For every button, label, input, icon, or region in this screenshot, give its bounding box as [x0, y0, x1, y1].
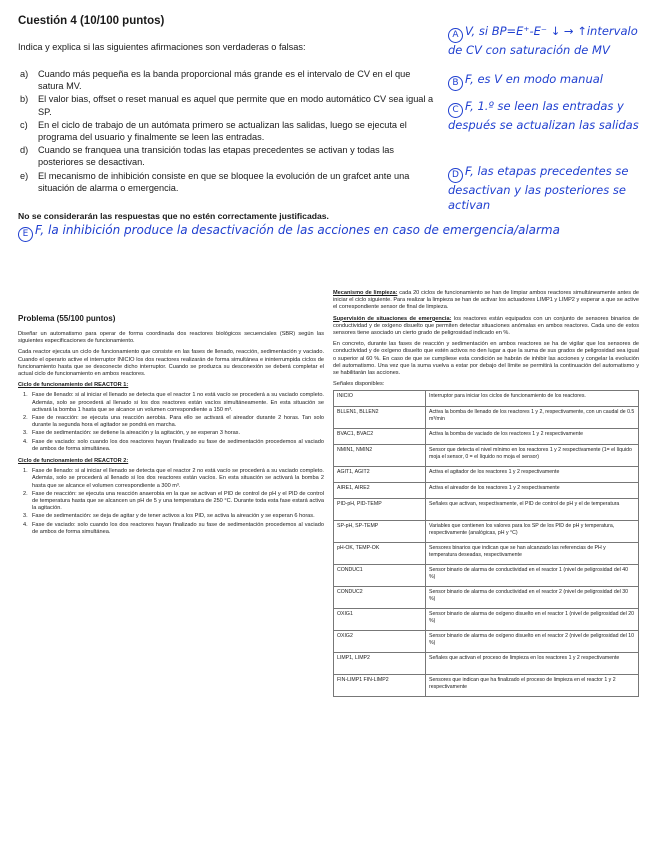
signal-desc: Activa la bomba de llenado de los reactores 1 y 2, respectivamente, con un caudal de 0.5 m³/min [426, 407, 639, 429]
signal-desc: Sensor binario de alarma de oxígeno disuelto en el reactor 1 (nivel de peligrosidad del 20 %) [426, 609, 639, 631]
signal-desc: Señales que activan el proceso de limpieza en los reactores 1 y 2 respectivamente [426, 653, 639, 675]
item-text: Fase de reacción: se ejecuta una reacción anaerobia en la que se activan el PID de control de pH y el PID de control de temperatura hasta que se alcancen un pH de 5 y una temperatura de 250 °C. Durante toda esta fase estará activa la agitación. [32, 490, 324, 512]
item-letter: d) [20, 145, 29, 156]
problem-paragraph-2: Cada reactor ejecuta un ciclo de funcionamiento que consiste en las fases de llenado, reacción, sedimentación y vaciado. Cuando el operario active el interruptor INICIO los dos reactores realizarán de forma simultánea e ininterrumpida ciclos de funcionamiento hasta que se desconecte dicho interruptor. Cuando se produzca su desconexión se deberá completar el actual ciclo de funcionamiento en ambos reactores. [18, 349, 324, 378]
supervision-text: los reactores están equipados con un conjunto de sensores binarios de conductividad y de oxígeno disuelto que permiten detectar situaciones anómalas en ambos reactores. Cada uno de estos sensores tiene asociado un cierto grado de peligrosidad indicado en %. [333, 315, 639, 337]
table-row [334, 675, 639, 697]
item-number: 4. [23, 521, 28, 528]
item-text: Fase de sedimentación: se deja de agitar y de tener activos a los PID, se activa la aireación y se esperan 6 horas. [32, 513, 315, 520]
signal-desc: Sensor que detecta el nivel mínimo en los reactores 1 y 2 respectivamente (1= el líquido moja el sensor, 0 = el líquido no moja el sensor) [426, 445, 639, 467]
table-row [334, 543, 639, 565]
table-row [334, 653, 639, 675]
signal-name: pH-OK, TEMP-OK [334, 543, 426, 565]
signal-desc: Sensor binario de alarma de oxígeno disuelto en el reactor 2 (nivel de peligrosidad del 10 %) [426, 631, 639, 653]
table-row [334, 407, 639, 429]
circled-letter-a: A [448, 28, 463, 43]
signal-desc: Sensor binario de alarma de conductividad en el reactor 2 (nivel de peligrosidad del 30 %) [426, 587, 639, 609]
table-row [334, 429, 639, 445]
signal-name: LIMP1, LIMP2 [334, 653, 426, 675]
table-row [334, 499, 639, 521]
reactor-2-heading: Ciclo de funcionamiento del REACTOR 2: [18, 458, 129, 465]
item-text: El mecanismo de inhibición consiste en que se bloquee la evolución de un grafcet ante una situación de alarma o emergencia. [38, 170, 410, 193]
signal-name: OXIG2 [334, 631, 426, 653]
item-number: 3. [23, 513, 28, 520]
signal-name: PID-pH, PID-TEMP [334, 499, 426, 521]
item-number: 4. [23, 438, 28, 445]
list-item [23, 490, 324, 513]
table-row [334, 521, 639, 543]
table-row [334, 391, 639, 407]
item-number: 1. [23, 468, 28, 475]
question-item-b [18, 93, 438, 117]
circled-letter-d: D [448, 168, 463, 183]
item-number: 1. [23, 392, 28, 399]
handwritten-answer-e [18, 223, 628, 242]
item-text: Fase de vaciado: solo cuando los dos reactores hayan finalizado su fase de sedimentación procedemos al vaciado de ambos de forma simultánea. [32, 438, 324, 452]
question-item-c [18, 119, 438, 143]
list-item [23, 513, 324, 520]
signal-name: NMIN1, NMIN2 [334, 445, 426, 467]
signal-desc: Variables que contienen los valores para los SP de los PID de pH y temperatura, respectivamente (analógicas, pH y °C) [426, 521, 639, 543]
answer-text: F, las etapas precedentes se desactivan y las posteriores se activan [448, 164, 629, 212]
item-text: Fase de llenado: si al iniciar el llenado se detecta que el reactor 1 no está vacío se procederá a su vaciado completo. Además, solo se procederá al llenado si los dos reactores están vacíos simultáneamente. En esta situación se activará la bomba 1 hasta que se alcance un volumen correspondiente a 150 m³. [32, 392, 324, 413]
list-item [23, 430, 324, 437]
question-items [18, 68, 438, 195]
item-text: En el ciclo de trabajo de un autómata primero se actualizan las salidas, luego se ejecuta el programa del usuario y finalmente se leen las entradas. [38, 119, 407, 143]
table-row [334, 445, 639, 467]
item-letter: b) [20, 94, 29, 105]
reactor-2-list [18, 468, 324, 536]
cleaning-text: cada 20 ciclos de funcionamiento se han de limpiar ambos reactores simultáneamente antes de iniciar el ciclo siguiente. Para realizar la limpieza se han de activar los actuadores LIMP1 y LIMP2 y esperar a que se active el correspondiente sensor de final de limpieza. [333, 290, 639, 311]
item-number: 2. [23, 415, 28, 422]
item-letter: a) [20, 69, 29, 79]
signal-desc: Interruptor para iniciar los ciclos de funcionamiento de los reactores. [426, 391, 639, 407]
table-row [334, 609, 639, 631]
item-text: Fase de sedimentación: se detiene la aireación y la agitación, y se esperan 3 horas. [32, 430, 241, 437]
table-row [334, 483, 639, 499]
handwritten-answer-d [448, 164, 644, 213]
supervision-label: Supervisión de situaciones de emergencia: [333, 315, 452, 322]
list-item [23, 468, 324, 490]
problem-paragraph-1: Diseñar un automatismo para operar de forma coordinada dos reactores biológicos secuenciales (SBR) según las siguientes especificaciones de funcionamiento. [18, 331, 324, 345]
answer-text: F, 1.º se leen las entradas y después se actualizan las salidas [448, 99, 639, 132]
signal-name: AGIT1, AGIT2 [334, 467, 426, 483]
signal-name: CONDUC2 [334, 587, 426, 609]
supervision-paragraph [333, 316, 639, 338]
question-item-d [18, 144, 438, 168]
signal-name: BVAC1, BVAC2 [334, 429, 426, 445]
handwritten-answer-c [448, 99, 644, 133]
answer-text: V, si BP=E⁺-E⁻ ↓ → ↑intervalo de CV con saturación de MV [448, 24, 638, 57]
list-item [23, 438, 324, 453]
signal-desc: Sensores que indican que ha finalizado el proceso de limpieza en el reactor 1 y 2 respectivamente [426, 675, 639, 697]
signal-name: BLLEN1, BLLEN2 [334, 407, 426, 429]
question-intro: Indica y explica si las siguientes afirmaciones son verdaderas o falsas: [18, 42, 306, 52]
signals-table [333, 390, 639, 697]
item-text: Fase de llenado: si al iniciar el llenado se detecta que el reactor 2 no está vacío se procederá a su vaciado completo. Además, solo se procederá al llenado si los dos reactores están vacíos. En esta situación se activará la bomba 2 hasta que se alcance el volumen correspondiente a 300 m³. [32, 468, 324, 489]
list-item [23, 392, 324, 414]
problem-title: Problema (55/100 puntos) [18, 314, 116, 323]
signal-desc: Señales que activan, respectivamente, el PID de control de pH y el de temperatura [426, 499, 639, 521]
question-item-a [18, 68, 438, 92]
supervision-paragraph-2: En concreto, durante las fases de reacción y sedimentación en ambos reactores se ha de vigilar que los sensores de conductividad y de oxígeno disuelto que estén activos no den lugar a que la suma de sus grados de peligrosidad sea igual o superior al 60 %. En caso de que se cumpliese esta condición se habrán de inhibir las acciones y congelar la evolución del automatismo. Una vez que la suma vuelva a estar por debajo del límite se permitirá la continuación del automatismo y se habilitarán las acciones. [333, 341, 639, 377]
question-title: Cuestión 4 (10/100 puntos) [18, 15, 165, 27]
signal-name: CONDUC1 [334, 565, 426, 587]
signal-name: FIN-LIMP1 FIN-LIMP2 [334, 675, 426, 697]
reactor-1-list [18, 392, 324, 453]
question-item-e [18, 170, 438, 194]
cleaning-paragraph [333, 290, 639, 312]
list-item [23, 521, 324, 536]
cleaning-label: Mecanismo de limpieza: [333, 290, 398, 296]
handwritten-answer-a [448, 24, 644, 58]
list-item [23, 415, 324, 429]
signal-name: AIRE1, AIRE2 [334, 483, 426, 499]
item-text: Fase de reacción: se ejecuta una reacción aerobia. Para ello se activará el aireador durante 2 horas. Tan solo durante la segunda hora el agitador se pondrá en marcha. [32, 415, 324, 429]
table-row [334, 467, 639, 483]
signal-name: INICIO [334, 391, 426, 407]
circled-letter-e: E [18, 227, 33, 242]
item-number: 3. [23, 430, 28, 437]
reactor-1-heading: Ciclo de funcionamiento del REACTOR 1: [18, 382, 129, 389]
table-row [334, 565, 639, 587]
table-row [334, 587, 639, 609]
signal-desc: Activa el agitador de los reactores 1 y 2 respectivamente [426, 467, 639, 483]
problem-right-column [333, 290, 639, 697]
table-row [334, 631, 639, 653]
item-letter: c) [20, 119, 28, 130]
answer-text: F, la inhibición produce la desactivación de las acciones en caso de emergencia/alarma [35, 223, 560, 237]
signal-desc: Activa el aireador de los reactores 1 y 2 respectivamente [426, 483, 639, 499]
item-text: El valor bias, offset o reset manual es aquel que permite que en modo automático CV sea igual a SP. [38, 94, 434, 117]
signal-desc: Sensores binarios que indican que se han alcanzado las referencias de PH y temperatura deseadas, respectivamente [426, 543, 639, 565]
signal-name: SP-pH, SP-TEMP [334, 521, 426, 543]
circled-letter-b: B [448, 76, 463, 91]
question-note: No se considerarán las respuestas que no estén correctamente justificadas. [18, 211, 329, 221]
item-text: Cuando más pequeña es la banda proporcional más grande es el intervalo de CV en el que satura MV. [38, 69, 411, 92]
signal-desc: Activa la bomba de vaciado de los reactores 1 y 2 respectivamente [426, 429, 639, 445]
item-letter: e) [20, 170, 29, 181]
handwritten-answer-b [448, 72, 644, 91]
problem-left-column [18, 331, 324, 541]
signal-desc: Sensor binario de alarma de conductividad en el reactor 1 (nivel de peligrosidad del 40 %) [426, 565, 639, 587]
signal-name: OXIG1 [334, 609, 426, 631]
signals-label: Señales disponibles: [333, 381, 385, 388]
item-number: 2. [23, 490, 28, 497]
item-text: Cuando se franquea una transición todas las etapas precedentes se activan y todas las posteriores se desactivan. [38, 145, 394, 168]
circled-letter-c: C [448, 103, 463, 118]
item-text: Fase de vaciado: solo cuando los dos reactores hayan finalizado su fase de sedimentación procedemos al vaciado de ambos de forma simultánea. [32, 521, 324, 535]
answer-text: F, es V en modo manual [465, 72, 604, 86]
